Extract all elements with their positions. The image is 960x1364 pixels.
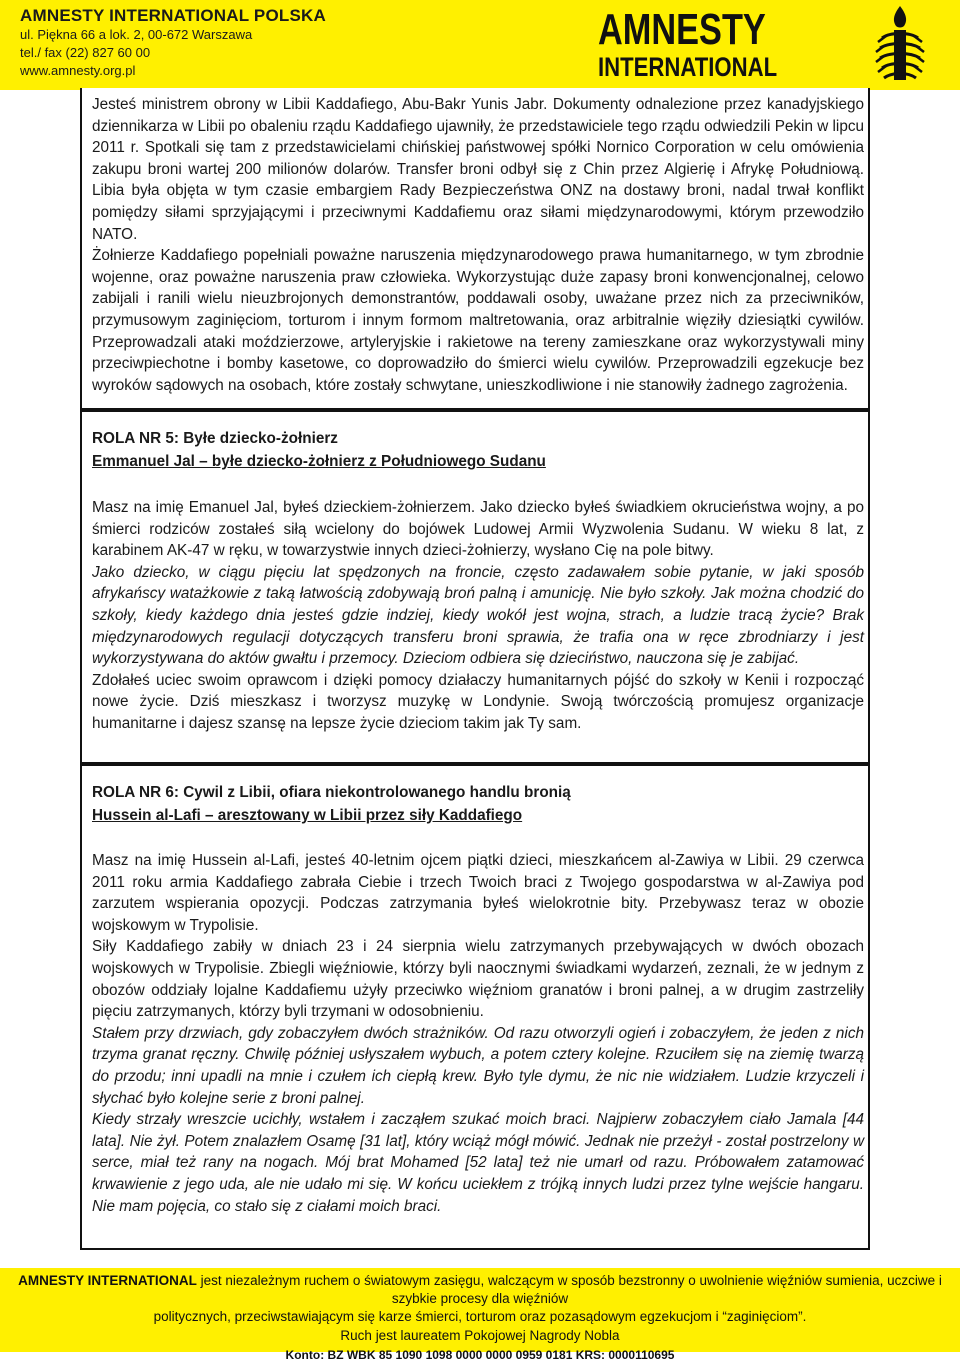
header-bar [0, 0, 960, 90]
org-address: ul. Piękna 66 a lok. 2, 00-672 Warszawa [20, 27, 253, 42]
logo-line1: AMNESTY [598, 5, 766, 54]
paragraph: Siły Kaddafiego zabiły w dniach 23 i 24 sierpnia wielu zatrzymanych przebywających w dwóch obozach wojskowych w Trypolisie. Zbiegli więźniowie, którzy byli naocznymi świadkami wydarzeń, zeznali, że w jednym z obozów oddziały lojalne Kaddafiemu użyły przeciwko więźniom granatów i broni palnej, a w drugim zastrzeliły pięciu zatrzymanych, którzy byli trzymani w odosobnieniu. [92, 938, 864, 1021]
paragraph-quote: Kiedy strzały wreszcie ucichły, wstałem i zacząłem szukać moich braci. Najpierw zobaczyłem ciało Jamala [44 lata]. Nie żył. Potem znalazłem Osamę [31 lat], który wciąż mógł mówić. Jednak nie przeżył - został postrzelony w serce, miał też rany na nogach. Mój brat Mohamed [52 lata] też nie umarł od razu. Próbowałem zatamować krwawienie z jego uda, ale nie udało mi się. W końcu uciekłem z trójką innych ludzi przez tylne wejście hangaru. Nie mam pojęcia, co stało się z ciałami moich braci. [92, 1111, 864, 1215]
paragraph: Jesteś ministrem obrony w Libii Kaddafiego, Abu-Bakr Yunis Jabr. Dokumenty odnalezione przez kanadyjskiego dziennikarza w Libii po obaleniu rządu Kaddafiego ujawniły, że przedstawiciele tego rządu odwiedzili Pekin w lipcu 2011 r. Spotkali się tam z przedstawicielami chińskiej państwowej spółki Nornico Corporation w celu omówienia zakupu broni wartej 200 milionów dolarów. Transfer broni odbył się z Chin przez Algierię i Afrykę Południową. Libia była objęta w tym czasie embargiem Rady Bezpieczeństwa ONZ na dostawy broni, nadal trwał konflikt pomiędzy siłami sprzyjającymi i przeciwnymi Kaddafiemu oraz siłami międzynarodowymi, którym przewodziło NATO. [92, 96, 864, 243]
paragraph: Żołnierze Kaddafiego popełniali poważne naruszenia międzynarodowego prawa humanitarnego, w tym zbrodnie wojenne, oraz poważne naruszenia praw człowieka. Wykorzystując duże zapasy broni konwencjonalnej, celowo zabijali i ranili wielu nieuzbrojonych demonstrantów, poddawali osoby, uważane przez nich za przeciwników, przymusowym zaginięciom, torturom i innym formom maltretowania, oraz arbitralnie więziły dziesiątki cywilów. Przeprowadzali ataki moździerzowe, artyleryjskie i rakietowe na tereny zamieszkane oraz wykorzystywali miny przeciwpiechotne i bomby kasetowe, co doprowadziło do śmierci wielu cywilów. Przeprowadzili egzekucje bez wyroków sądowych na osobach, które zostały schwytane, unieszkodliwione i nie stanowiły żadnego zagrożenia. [92, 247, 864, 394]
paragraph-quote: Jako dziecko, w ciągu pięciu lat spędzonych na froncie, często zadawałem sobie pytanie, w jaki sposób afrykańscy watażkowie z taką łatwością zdobywają broń palną i amunicję. Nie było szkoły. Jak można chodzić do szkoły, kiedy każdego dnia jesteś gdzie indziej, kiedy wokół jest wojna, strach, a ludzie tracą życie? Brak międzynarodowych regulacji dotyczących transferu broni sprawia, że trafia ona w ręce zbrodniarzy i jest wykorzystywana do aktów gwałtu i przemocy. Dzieciom odbiera się dzieciństwo, nauczona się je zabijać. [92, 563, 864, 668]
paragraph-quote: Stałem przy drzwiach, gdy zobaczyłem dwóch strażników. Od razu otworzyli ogień i zobaczyłem, że jeden z nich trzyma granat ręczny. Chwilę później usłyszałem wybuch, a potem cztery kolejne. Rzuciłem się na ziemię twarzą do przodu; inni upadli na mnie i czułem ich ciepłą krew. Było tyle dymu, że nic nie widziałem. Ludzie krzyczeli i słychać było kolejne serie z broni palnej. [92, 1024, 864, 1107]
logo-line2: INTERNATIONAL [598, 52, 778, 82]
logo-wordmark [598, 5, 816, 82]
org-info [20, 6, 326, 80]
footer-account: Konto: BZ WBK 85 1090 1098 0000 0000 0959 0181 KRS: 0000110695 [285, 1348, 675, 1362]
footer-org-name: AMNESTY INTERNATIONAL [18, 1273, 197, 1288]
role5-text [92, 497, 864, 735]
footer-bar [0, 1268, 960, 1362]
org-website[interactable]: www.amnesty.org.pl [20, 63, 136, 78]
org-name: AMNESTY INTERNATIONAL POLSKA [20, 6, 326, 25]
role5-subtitle: Emmanuel Jal – byłe dziecko-żołnierz z Południowego Sudanu [92, 453, 546, 470]
paragraph: Masz na imię Hussein al-Lafi, jesteś 40-letnim ojcem piątki dzieci, mieszkańcem al-Zawiya w Libii. 29 czerwca 2011 roku armia Kaddafiego zabrała Ciebie i trzech Twoich braci z Twojego gospodarstwa w al-Zawiya pod zarzutem wspierania opozycji. Podczas zatrzymania byłeś wielokrotnie bity. Przebywasz teraz w obozie wojskowym w Trypolisie. [92, 852, 864, 934]
footer-nobel: Ruch jest laureatem Pokojowej Nagrody Nobla [340, 1328, 620, 1343]
role5-title: ROLA NR 5: Byłe dziecko-żołnierz [92, 430, 338, 447]
footer-line1 [0, 1268, 960, 1308]
role6-subtitle: Hussein al-Lafi – aresztowany w Libii przez siły Kaddafiego [92, 807, 523, 824]
section-minister-text [92, 94, 864, 396]
paragraph: Masz na imię Emanuel Jal, byłeś dzieckiem-żołnierzem. Jako dziecko byłeś świadkiem okrucieństwa wojny, a po śmierci rodziców zostałeś siłą wcielony do bojówek Ludowej Armii Wyzwolenia Sudanu. W wieku 8 lat, z karabinem AK-47 w ręku, w towarzystwie innych dzieci-żołnierzy, wysłano Cię na pole bitwy. [92, 499, 864, 560]
footer-line1-text: jest niezależnym ruchem o światowym zasięgu, walczącym w sposób bezstronny o uwolnienie więźniów sumienia, uczciwe i szybkie procesy dla więźniów [196, 1273, 942, 1306]
role6-text [92, 850, 864, 1217]
candle-barbed-wire-icon [860, 2, 940, 88]
paragraph: Zdołałeś uciec swoim oprawcom i dzięki pomocy działaczy humanitarnych pójść do szkoły w Kenii i rozpocząć nowe życie. Dziś mieszkasz i tworzysz muzykę w Londynie. Swoją twórczością promujesz organizacje humanitarne i dajesz szansę na lepsze życie dzieciom takim jak Ty sam. [92, 671, 864, 732]
footer-line2: politycznych, przeciwstawiającym się karze śmierci, torturom oraz pozasądowym egzekucjom i “zaginięciom”. [153, 1309, 807, 1324]
org-phone: tel./ fax (22) 827 60 00 [20, 45, 151, 60]
role6-title: ROLA NR 6: Cywil z Libii, ofiara niekontrolowanego handlu bronią [92, 784, 571, 801]
